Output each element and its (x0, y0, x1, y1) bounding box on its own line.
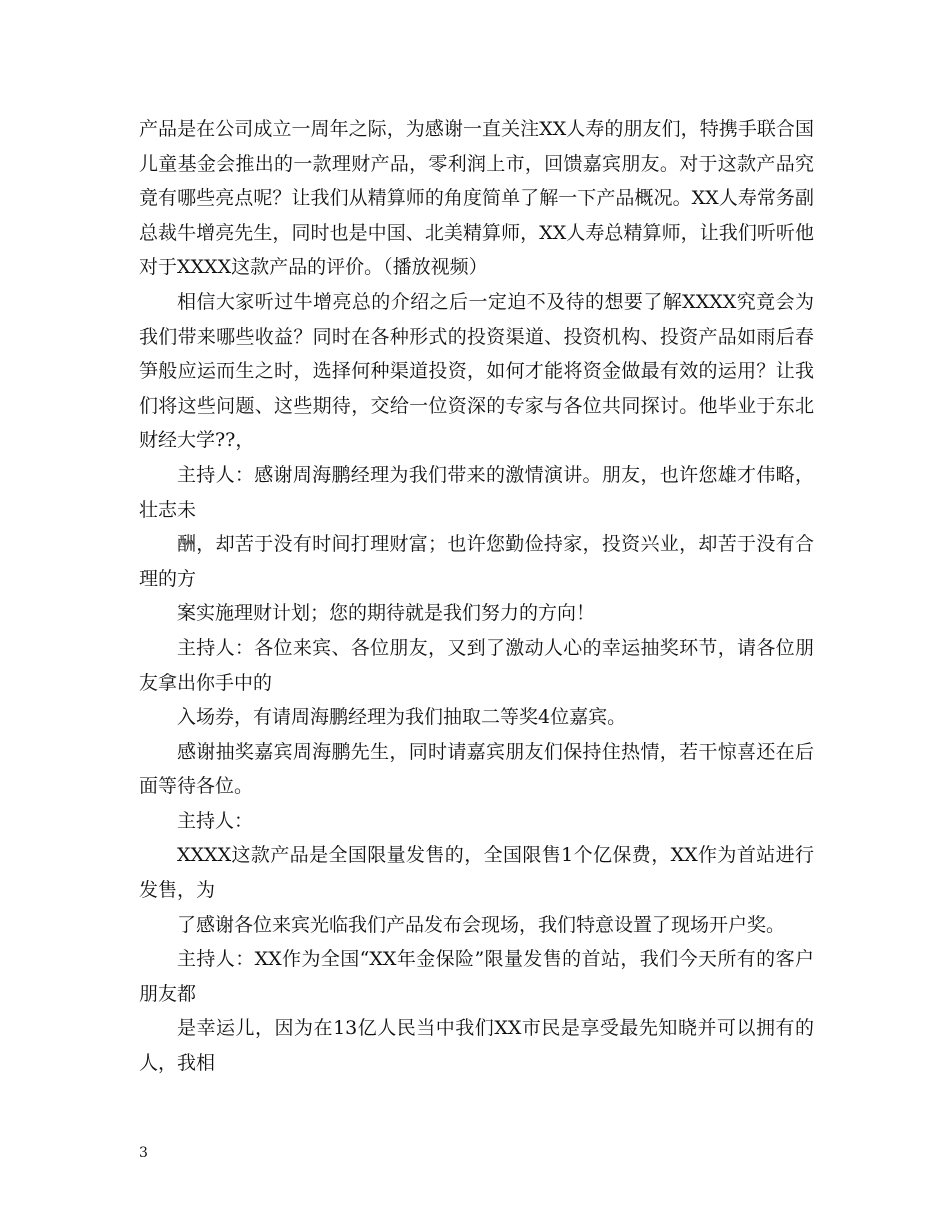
paragraph-8: 感谢抽奖嘉宾周海鹏先生，同时请嘉宾朋友们保持住热情，若干惊喜还在后面等待各位。 (139, 740, 814, 798)
paragraph-9: 主持人： (177, 809, 254, 832)
paragraph-1: 产品是在公司成立一周年之际，为感谢一直关注XX人寿的朋友们，特携手联合国儿童基金会推出的一款理财产品，零利润上市，回馈嘉宾朋友。对于这款产品究竟有哪些亮点呢？让我们从精算师的角度简单了解一下产品概况。XX人寿常务副总裁牛增亮先生，同时也是中国、北美精算师，XX人寿总精算师，让我们听听他对于XXXX这款产品的评价。（播放视频） (139, 118, 814, 279)
paragraph-2: 相信大家听过牛增亮总的介绍之后一定迫不及待的想要了解XXXX究竟会为我们带来哪些收益？同时在各种形式的投资渠道、投资机构、投资产品如雨后春笋般应运而生之时，选择何种渠道投资，如何才能将资金做最有效的运用？让我们将这些问题、这些期待，交给一位资深的专家与各位共同探讨。他毕业于东北财经大学??， (139, 290, 814, 452)
paragraph-13: 是幸运儿，因为在13亿人民当中我们XX市民是享受最先知晓并可以拥有的人，我相 (139, 1017, 814, 1075)
paragraph-5: 案实施理财计划；您的期待就是我们努力的方向！ (177, 602, 596, 625)
paragraph-3: 主持人：感谢周海鹏经理为我们带来的激情演讲。朋友，也许您雄才伟略，壮志未 (139, 463, 814, 521)
document-body (139, 112, 814, 1081)
paragraph-12: 主持人：XX作为全国“XX年金保险”限量发售的首站，我们今天所有的客户朋友都 (139, 948, 814, 1005)
paragraph-10: XXXX这款产品是全国限量发售的，全国限售1个亿保费，XX作为首站进行发售，为 (139, 844, 814, 902)
page-number: 3 (139, 1145, 148, 1161)
paragraph-7: 入场券，有请周海鹏经理为我们抽取二等奖4位嘉宾。 (177, 706, 627, 729)
paragraph-4: 酬，却苦于没有时间打理财富；也许您勤俭持家，投资兴业，却苦于没有合理的方 (139, 533, 814, 590)
paragraph-6: 主持人：各位来宾、各位朋友，又到了激动人心的幸运抽奖环节，请各位朋友拿出你手中的 (139, 636, 814, 694)
paragraph-11: 了感谢各位来宾光临我们产品发布会现场，我们特意设置了现场开户奖。 (177, 913, 786, 936)
